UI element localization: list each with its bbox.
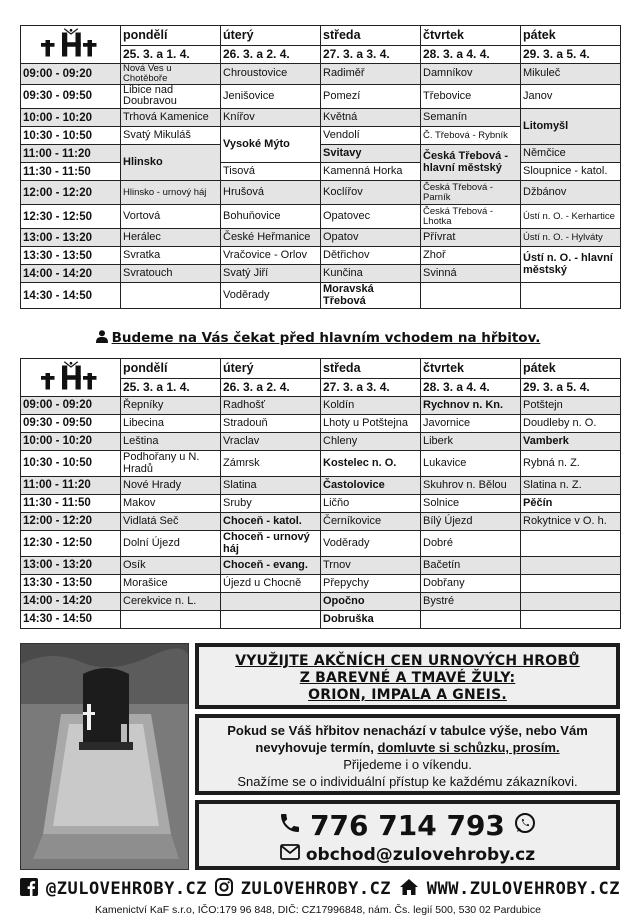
time-slot: 14:00 - 14:20	[21, 593, 121, 611]
date-header-thu: 28. 3. a 4. 4.	[421, 46, 521, 64]
cemetery-cell: Němčice	[521, 145, 621, 163]
cemetery-cell: Sruby	[221, 495, 321, 513]
cemetery-cell: Česká Třebová - Lhotka	[421, 205, 521, 229]
cemetery-cell: Skuhrov n. Bělou	[421, 477, 521, 495]
time-slot: 13:30 - 13:50	[21, 247, 121, 265]
cemetery-cell: Dobruška	[321, 611, 421, 629]
cemetery-cell: Přívrat	[421, 229, 521, 247]
cemetery-cell: Koldín	[321, 397, 421, 415]
cemetery-cell: Libice nad Doubravou	[121, 84, 221, 108]
cemetery-cell: Potštejn	[521, 397, 621, 415]
cemetery-cell: Rokytnice v O. h.	[521, 513, 621, 531]
cemetery-cell: Česká Třebová - Parník	[421, 181, 521, 205]
cemetery-cell: Svratka	[121, 247, 221, 265]
cemetery-cell: Česká Třebová - hlavní městský	[421, 145, 521, 181]
time-slot: 12:30 - 12:50	[21, 531, 121, 557]
promo-box	[195, 643, 620, 709]
time-slot: 09:00 - 09:20	[21, 397, 121, 415]
cemetery-cell: Opočno	[321, 593, 421, 611]
cemetery-cell: Makov	[121, 495, 221, 513]
cemetery-cell: Mikuleč	[521, 64, 621, 85]
promo-line-3: ORION, IMPALA A GNEIS.	[308, 687, 507, 703]
cemetery-cell: Trnov	[321, 557, 421, 575]
date-header-mon: 25. 3. a 1. 4.	[121, 46, 221, 64]
cemetery-cell: Svinná	[421, 265, 521, 283]
cemetery-cell: Doudleby n. O.	[521, 415, 621, 433]
time-slot: 10:30 - 10:50	[21, 451, 121, 477]
table-row	[21, 575, 621, 593]
time-slot: 09:30 - 09:50	[21, 415, 121, 433]
cemetery-cell	[521, 283, 621, 309]
time-slot: 11:00 - 11:20	[21, 145, 121, 163]
cemetery-cell: Tisová	[221, 163, 321, 181]
facebook-link[interactable]	[20, 878, 207, 901]
cemetery-cell: Ústí n. O. - hlavní městský	[521, 247, 621, 283]
cemetery-cell: Leština	[121, 433, 221, 451]
cemetery-cell: Nové Hrady	[121, 477, 221, 495]
cemetery-cell	[121, 283, 221, 309]
table-row	[21, 247, 621, 265]
phone-number: 776 714 793	[310, 809, 505, 842]
cemetery-cell: Cerekvice n. L.	[121, 593, 221, 611]
cemetery-cell: Moravská Třebová	[321, 283, 421, 309]
time-slot: 12:30 - 12:50	[21, 205, 121, 229]
cemetery-cell: Libecina	[121, 415, 221, 433]
meeting-notice	[0, 330, 636, 347]
cemetery-cell	[221, 611, 321, 629]
cemetery-cell	[421, 283, 521, 309]
table-row	[21, 205, 621, 229]
cemetery-cell: Lukavice	[421, 451, 521, 477]
day-header-thu: čtvrtek	[421, 359, 521, 379]
cemetery-cell: Zhoř	[421, 247, 521, 265]
cemetery-cell: Č. Třebová - Rybník	[421, 127, 521, 145]
cemetery-cell: Choceň - katol.	[221, 513, 321, 531]
phone-row[interactable]	[199, 808, 616, 844]
table-row	[21, 109, 621, 127]
notice-text: Budeme na Vás čekat před hlavním vchodem na hřbitov.	[111, 330, 541, 346]
day-header-wed: středa	[321, 359, 421, 379]
cemetery-cell: Vamberk	[521, 433, 621, 451]
time-slot: 12:00 - 12:20	[21, 513, 121, 531]
cemetery-cell: Semanín	[421, 109, 521, 127]
cemetery-cell: Javornice	[421, 415, 521, 433]
date-header-thu: 28. 3. a 4. 4.	[421, 379, 521, 397]
cemetery-cell: Janov	[521, 84, 621, 108]
person-icon	[96, 330, 108, 347]
cemetery-cell	[521, 531, 621, 557]
date-header-fri: 29. 3. a 5. 4.	[521, 379, 621, 397]
cemetery-cell: Vortová	[121, 205, 221, 229]
home-icon	[399, 878, 419, 901]
contact-box	[195, 800, 620, 870]
facebook-handle: @ZULOVEHROBY.CZ	[46, 879, 208, 899]
company-logo	[21, 359, 121, 397]
time-slot: 11:30 - 11:50	[21, 163, 121, 181]
table-row	[21, 64, 621, 85]
cemetery-cell: Květná	[321, 109, 421, 127]
cemetery-cell: Chroustovice	[221, 64, 321, 85]
cemetery-cell: Podhořany u N. Hradů	[121, 451, 221, 477]
schedule-table-2	[20, 358, 621, 629]
cemetery-cell: Svatý Jiří	[221, 265, 321, 283]
cemetery-cell: Ústí n. O. - Hylváty	[521, 229, 621, 247]
promo-line-1: VYUŽIJTE AKČNÍCH CEN URNOVÝCH HROBŮ	[235, 653, 580, 669]
cemetery-cell: Kunčina	[321, 265, 421, 283]
table-row	[21, 415, 621, 433]
cemetery-cell: Svitavy	[321, 145, 421, 163]
cemetery-cell: Častolovice	[321, 477, 421, 495]
table-row	[21, 229, 621, 247]
time-slot: 13:00 - 13:20	[21, 229, 121, 247]
cemetery-cell	[121, 611, 221, 629]
time-slot: 11:00 - 11:20	[21, 477, 121, 495]
table-row	[21, 593, 621, 611]
time-slot: 14:00 - 14:20	[21, 265, 121, 283]
cemetery-cell: Džbánov	[521, 181, 621, 205]
cemetery-cell: Hlinsko - urnový háj	[121, 181, 221, 205]
cemetery-cell	[421, 611, 521, 629]
cemetery-cell: Vraclav	[221, 433, 321, 451]
table-row	[21, 163, 621, 181]
website-url: WWW.ZULOVEHROBY.CZ	[426, 879, 620, 899]
cemetery-cell: Dobré	[421, 531, 521, 557]
cemetery-cell: Černíkovice	[321, 513, 421, 531]
day-header-fri: pátek	[521, 359, 621, 379]
cemetery-cell: Dobřany	[421, 575, 521, 593]
table-row	[21, 397, 621, 415]
table-row	[21, 181, 621, 205]
cemetery-cell: Chleny	[321, 433, 421, 451]
cemetery-cell: Litomyšl	[521, 109, 621, 145]
cemetery-cell: Ústí n. O. - Kerhartice	[521, 205, 621, 229]
email-row[interactable]	[199, 844, 616, 866]
cemetery-cell: České Heřmanice	[221, 229, 321, 247]
time-slot: 11:30 - 11:50	[21, 495, 121, 513]
time-slot: 14:30 - 14:50	[21, 611, 121, 629]
cemetery-cell	[521, 557, 621, 575]
cemetery-cell: Přepychy	[321, 575, 421, 593]
time-slot: 10:30 - 10:50	[21, 127, 121, 145]
cemetery-cell: Morašice	[121, 575, 221, 593]
cemetery-cell: Sloupnice - katol.	[521, 163, 621, 181]
whatsapp-icon	[513, 808, 537, 844]
cemetery-cell: Bohuňovice	[221, 205, 321, 229]
day-header-mon: pondělí	[121, 359, 221, 379]
day-header-thu: čtvrtek	[421, 26, 521, 46]
table-row	[21, 557, 621, 575]
cemetery-cell: Hlinsko	[121, 145, 221, 181]
cemetery-cell: Kamenná Horka	[321, 163, 421, 181]
email-address: obchod@zulovehroby.cz	[305, 845, 536, 865]
table-row	[21, 84, 621, 108]
date-header-wed: 27. 3. a 3. 4.	[321, 379, 421, 397]
cemetery-cell: Řepníky	[121, 397, 221, 415]
cemetery-cell: Vračovice - Orlov	[221, 247, 321, 265]
cemetery-cell	[221, 593, 321, 611]
table-row	[21, 477, 621, 495]
cemetery-cell: Svatý Mikuláš	[121, 127, 221, 145]
website-link[interactable]	[399, 878, 620, 901]
promo-line-2: Z BAREVNÉ A TMAVÉ ŽULY:	[299, 670, 516, 686]
cemetery-cell: Voděrady	[321, 531, 421, 557]
cemetery-cell	[521, 611, 621, 629]
cemetery-cell: Nová Ves u Chotěboře	[121, 64, 221, 85]
cemetery-cell: Voděrady	[221, 283, 321, 309]
date-header-wed: 27. 3. a 3. 4.	[321, 46, 421, 64]
info-line-3: Přijedeme i o víkendu.	[343, 757, 472, 772]
day-header-tue: úterý	[221, 26, 321, 46]
day-header-tue: úterý	[221, 359, 321, 379]
facebook-icon	[20, 878, 38, 901]
time-slot: 14:30 - 14:50	[21, 283, 121, 309]
schedule-table-1	[20, 25, 621, 309]
cemetery-cell: Bačetín	[421, 557, 521, 575]
info-line-4: Snažíme se o individuální přístup ke každému zákazníkovi.	[237, 774, 578, 789]
company-footer: Kamenictví KaF s.r.o, IČO:179 96 848, DIČ: CZ17996848, nám. Čs. legií 500, 530 02 Pardubice	[95, 904, 541, 916]
cemetery-cell: Třebovice	[421, 84, 521, 108]
phone-icon	[278, 808, 302, 844]
cemetery-cell: Choceň - urnový háj	[221, 531, 321, 557]
date-header-tue: 26. 3. a 2. 4.	[221, 379, 321, 397]
cemetery-cell: Vidlatá Seč	[121, 513, 221, 531]
cemetery-cell: Bystré	[421, 593, 521, 611]
cemetery-cell: Pěčín	[521, 495, 621, 513]
table-row	[21, 433, 621, 451]
table-row	[21, 611, 621, 629]
cemetery-cell: Jenišovice	[221, 84, 321, 108]
cemetery-cell	[521, 593, 621, 611]
table-row	[21, 145, 621, 163]
cemetery-cell: Bílý Újezd	[421, 513, 521, 531]
envelope-icon	[280, 844, 300, 866]
cemetery-cell: Herálec	[121, 229, 221, 247]
cemetery-cell: Damníkov	[421, 64, 521, 85]
cemetery-cell: Újezd u Chocně	[221, 575, 321, 593]
cemetery-cell: Pomezí	[321, 84, 421, 108]
cemetery-cell: Hrušová	[221, 181, 321, 205]
cemetery-cell: Slatina n. Z.	[521, 477, 621, 495]
info-box	[195, 714, 620, 795]
appointment-link[interactable]: domluvte si schůzku, prosím.	[377, 740, 560, 755]
cemetery-cell: Kostelec n. O.	[321, 451, 421, 477]
cemetery-cell: Solnice	[421, 495, 521, 513]
instagram-link[interactable]	[215, 878, 391, 901]
time-slot: 13:00 - 13:20	[21, 557, 121, 575]
cemetery-cell: Stradouň	[221, 415, 321, 433]
table-row	[21, 531, 621, 557]
cemetery-cell: Trhová Kamenice	[121, 109, 221, 127]
cemetery-cell: Opatovec	[321, 205, 421, 229]
instagram-icon	[215, 878, 233, 901]
time-slot: 09:00 - 09:20	[21, 64, 121, 85]
instagram-handle: ZULOVEHROBY.CZ	[240, 879, 392, 899]
company-logo	[21, 26, 121, 64]
cemetery-cell: Rychnov n. Kn.	[421, 397, 521, 415]
cemetery-cell: Ličňo	[321, 495, 421, 513]
info-line-1: Pokud se Váš hřbitov nenachází v tabulce výše, nebo Vám	[227, 723, 588, 738]
time-slot: 12:00 - 12:20	[21, 181, 121, 205]
cemetery-cell: Lhoty u Potštejna	[321, 415, 421, 433]
cemetery-cell: Vendolí	[321, 127, 421, 145]
table-row	[21, 451, 621, 477]
info-line-2a: nevyhovuje termín,	[255, 740, 374, 755]
cemetery-cell	[521, 575, 621, 593]
cemetery-cell: Rybná n. Z.	[521, 451, 621, 477]
time-slot: 13:30 - 13:50	[21, 575, 121, 593]
cemetery-cell: Vysoké Mýto	[221, 127, 321, 163]
time-slot: 09:30 - 09:50	[21, 84, 121, 108]
cemetery-cell: Knířov	[221, 109, 321, 127]
cemetery-cell: Koclířov	[321, 181, 421, 205]
cemetery-cell: Dětřichov	[321, 247, 421, 265]
time-slot: 10:00 - 10:20	[21, 109, 121, 127]
cemetery-cell: Opatov	[321, 229, 421, 247]
social-links	[20, 878, 620, 900]
time-slot: 10:00 - 10:20	[21, 433, 121, 451]
cemetery-cell: Radhošť	[221, 397, 321, 415]
table-row	[21, 513, 621, 531]
cemetery-cell: Dolní Újezd	[121, 531, 221, 557]
date-header-tue: 26. 3. a 2. 4.	[221, 46, 321, 64]
table-row	[21, 495, 621, 513]
grave-photo	[20, 643, 189, 870]
cemetery-cell: Slatina	[221, 477, 321, 495]
cemetery-cell: Liberk	[421, 433, 521, 451]
date-header-mon: 25. 3. a 1. 4.	[121, 379, 221, 397]
cemetery-cell: Osík	[121, 557, 221, 575]
date-header-fri: 29. 3. a 5. 4.	[521, 46, 621, 64]
day-header-wed: středa	[321, 26, 421, 46]
cemetery-cell: Zámrsk	[221, 451, 321, 477]
day-header-fri: pátek	[521, 26, 621, 46]
cemetery-cell: Radiměř	[321, 64, 421, 85]
table-row	[21, 283, 621, 309]
info-line-2	[199, 739, 616, 756]
day-header-mon: pondělí	[121, 26, 221, 46]
cemetery-cell: Choceň - evang.	[221, 557, 321, 575]
cemetery-cell: Svratouch	[121, 265, 221, 283]
